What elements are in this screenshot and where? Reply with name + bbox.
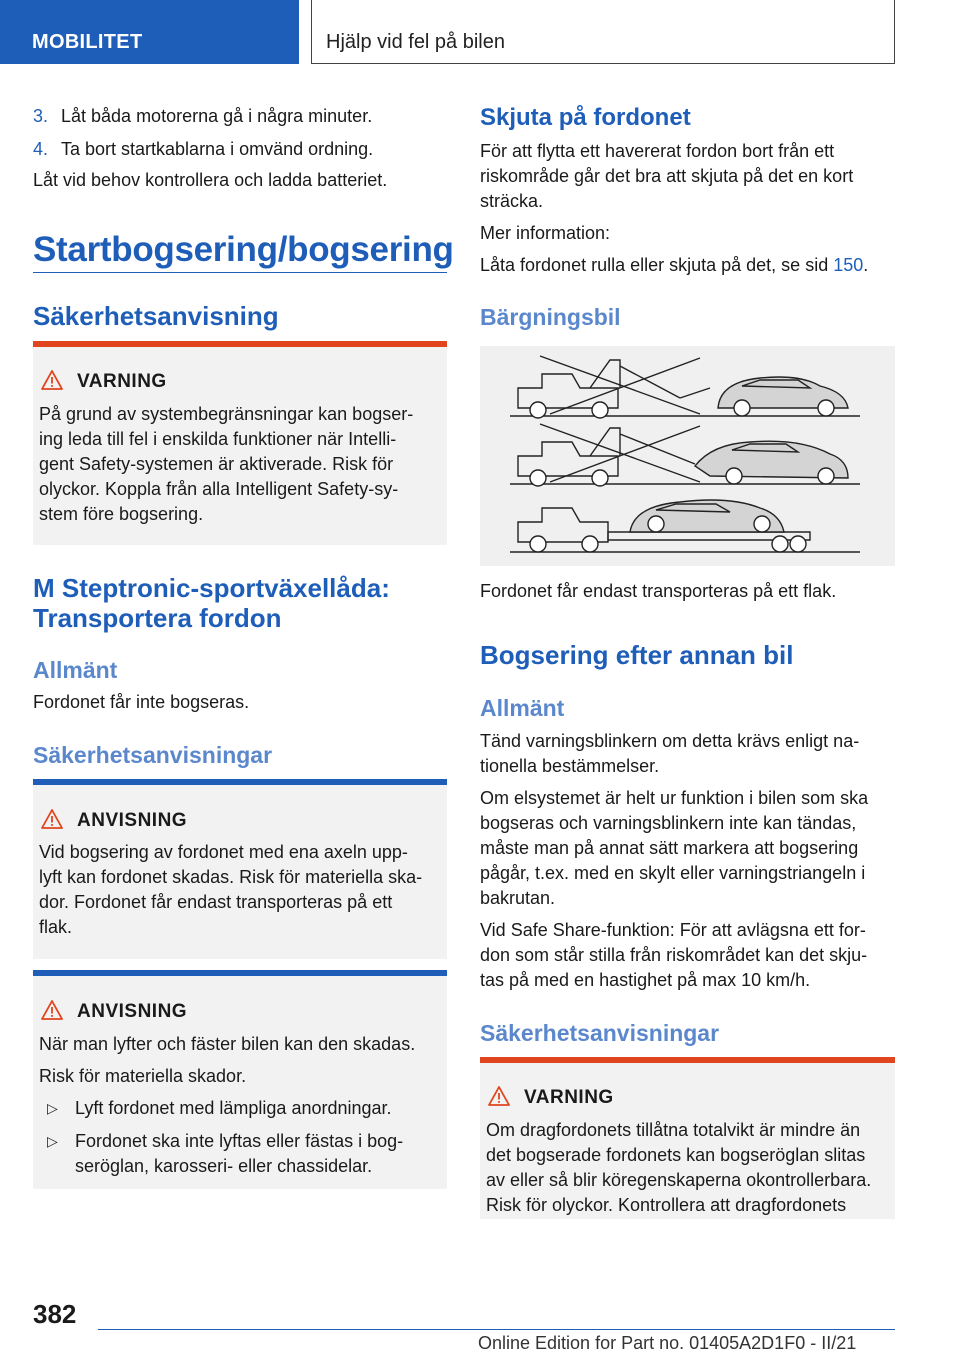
page-number: 382 bbox=[33, 1299, 77, 1329]
heading-safety-notes: Säkerhetsanvisningar bbox=[480, 1020, 720, 1046]
heading-steptronic: M Steptronic-sportväxellåda: bbox=[33, 573, 390, 603]
image-caption: Fordonet får endast transporteras på ett flak. bbox=[480, 581, 837, 601]
heading-tow-truck: Bärgningsbil bbox=[480, 304, 621, 330]
section-title: MOBILITET bbox=[32, 31, 143, 53]
title-rule bbox=[33, 272, 447, 273]
warning-bar bbox=[480, 1057, 895, 1063]
warning-box: VARNING På grund av systembegränsningar kan bogser- ing leda till fel i enskilda funktioner när Intelli- gent Safety-systemen är aktiverade. Risk för olyckor. Koppla från alla Intelligent Safety-sy- stem före bogsering. bbox=[33, 341, 447, 545]
bullet-icon: ▷ bbox=[47, 1100, 58, 1116]
warning-bar bbox=[33, 341, 447, 347]
footer-edition: Online Edition for Part no. 01405A2D1F0 - II/21 bbox=[478, 1333, 857, 1353]
header-chapter bbox=[311, 0, 895, 64]
warning-triangle-icon bbox=[41, 1000, 63, 1020]
list-item: 4. Ta bort startkablarna i omvänd ordning. bbox=[33, 139, 374, 159]
warning-triangle-icon bbox=[488, 1086, 510, 1106]
warning-title: VARNING bbox=[77, 371, 167, 392]
warning-title: VARNING bbox=[524, 1087, 614, 1108]
cross-reference: Låta fordonet rulla eller skjuta på det, se sid 150. bbox=[480, 255, 869, 275]
notice-title: ANVISNING bbox=[77, 810, 188, 831]
notice-bar bbox=[33, 970, 447, 976]
heading-general: Allmänt bbox=[480, 695, 565, 721]
heading-push: Skjuta på fordonet bbox=[480, 104, 691, 131]
notice-title: ANVISNING bbox=[77, 1001, 188, 1022]
chapter-title: Hjälp vid fel på bilen bbox=[326, 31, 505, 53]
heading-general: Allmänt bbox=[33, 657, 118, 683]
paragraph: Fordonet får inte bogseras. bbox=[33, 692, 250, 712]
tow-truck-image bbox=[480, 346, 895, 566]
tow-truck-illustration bbox=[480, 346, 895, 566]
heading-steptronic-2: Transportera fordon bbox=[33, 603, 282, 633]
page-title: Startbogsering/bogsering bbox=[33, 230, 454, 269]
heading-towing: Bogsering efter annan bil bbox=[480, 640, 794, 670]
heading-safety: Säkerhetsanvisning bbox=[33, 301, 279, 331]
bullet-icon: ▷ bbox=[47, 1133, 58, 1149]
warning-triangle-icon bbox=[41, 809, 63, 829]
warning-triangle-icon bbox=[41, 370, 63, 390]
notice-box: ANVISNING När man lyfter och fäster bilen kan den skadas. Risk för materiella skador. ▷ Lyft fordonet med lämpliga anordningar. ▷ Fordonet ska inte lyftas eller fästas i bog- seröglan, karosseri- eller chassidelar. bbox=[33, 970, 447, 1189]
footer-rule bbox=[98, 1329, 895, 1330]
warning-box: VARNING Om dragfordonets tillåtna totalvikt är mindre än det bogserade fordonets kan bogseröglan slitas av eller så blir köregenskaperna okontrollerbara. Risk för olyckor. Kontrollera att dragfordonets bbox=[480, 1057, 895, 1219]
list-item: 3. Låt båda motorerna gå i några minuter. bbox=[33, 106, 373, 126]
notice-bar bbox=[33, 779, 447, 785]
notice-box: ANVISNING Vid bogsering av fordonet med ena axeln upp- lyft kan fordonet skadas. Risk för materiella ska- dor. Fordonet får endast transporteras på ett flak. bbox=[33, 779, 447, 959]
paragraph: Låt vid behov kontrollera och ladda batteriet. bbox=[33, 170, 388, 190]
heading-safety-notes: Säkerhetsanvisningar bbox=[33, 742, 273, 768]
page-link[interactable]: 150 bbox=[833, 255, 864, 275]
header-section bbox=[0, 0, 299, 64]
